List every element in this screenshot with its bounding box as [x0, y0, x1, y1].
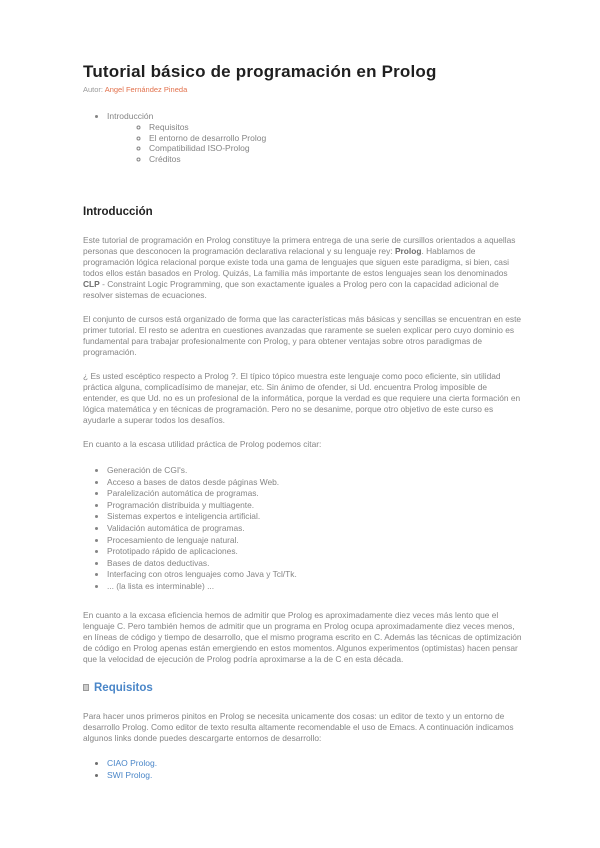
intro-p1-text-a: Este tutorial de programación en Prolog constituye la primera entrega de una serie de cursillos orientados a aquellas personas que desconocen la programación declarativa relacional y su lenguaje rey:: [83, 235, 516, 257]
toc-item-introduccion[interactable]: [107, 111, 522, 164]
list-item: • Prototipado rápido de aplicaciones.: [107, 546, 527, 558]
list-item: • Bases de datos deductivas.: [107, 558, 527, 570]
list-item: • Generación de CGI's.: [107, 465, 527, 477]
author-link[interactable]: Angel Fernández Pineda: [104, 85, 188, 94]
intro-p1-text-c: - Constraint Logic Programming, que son exactamente iguales a Prolog pero con la capacidad adicional de resolver sistemas de ecuaciones.: [83, 279, 499, 301]
swi-prolog-link[interactable]: SWI Prolog.: [107, 769, 153, 780]
list-item: • Validación automática de programas.: [107, 523, 527, 535]
intro-paragraph-5: En cuanto a la excasa eficiencia hemos de admitir que Prolog es aproximadamente diez veces más lento que el lenguaje C. Pero también hemos de admitir que un programa en Prolog ocupa aproximadamente diez veces menos, en líneas de código y tiempo de desarrollo, que el mismo programa escrito en C. Además las técnicas de optimización de código en Prolog apenas están emergiendo en estos momentos. Algunos experimentos (optimistas) hacen pensar que la velocidad de ejecución de Prolog podría aproximarse a la de C en esta década.: [83, 609, 522, 664]
list-item: • Interfacing con otros lenguajes como Java y Tcl/Tk.: [107, 569, 527, 581]
intro-paragraph-1: [83, 235, 524, 301]
author-label: Autor:: [83, 85, 104, 94]
toc-subitem-compatibilidad[interactable]: [149, 143, 522, 153]
toc-link-introduccion[interactable]: Introducción: [107, 111, 154, 121]
anchor-icon: [83, 684, 89, 691]
list-item: • ... (la lista es interminable) ...: [107, 581, 527, 593]
list-item: • Paralelización automática de programas.: [107, 488, 527, 500]
section-heading-requisitos: [83, 682, 522, 694]
requisitos-paragraph-1: Para hacer unos primeros pinitos en Prolog se necesita unicamente dos cosas: un editor de texto y un entorno de desarrollo Prolog. Como editor de texto resulta altamente recomendable el uso de Emacs. A continuación indicamos algunos links donde puedes descargarte entornos de desarrollo:: [83, 710, 514, 743]
page-title: Tutorial básico de programación en Prolog: [83, 62, 437, 81]
intro-p1-bold-prolog: Prolog: [394, 246, 422, 257]
prolog-uses-list: [83, 465, 527, 593]
toc-subitem-creditos[interactable]: [149, 154, 522, 164]
list-item: • Procesamiento de lenguaje natural.: [107, 535, 527, 547]
intro-p1-bold-clp: CLP: [83, 279, 100, 290]
uses-lead-paragraph: En cuanto a la escasa utilidad práctica de Prolog podemos citar:: [83, 439, 322, 450]
author-line: [83, 85, 522, 94]
toc-subitem-entorno[interactable]: [149, 133, 522, 143]
list-item: [107, 769, 522, 781]
intro-paragraph-2: El conjunto de cursos está organizado de forma que las características más básicas y sencillas se encuentran en este primer tutorial. El resto se adentra en cuestiones avanzadas que raramente se suelen explicar pero cuyo dominio es fundamental para trabajar profesionalmente con Prolog, y para obtener ventajas sobre otros paradigmas de programación.: [83, 314, 522, 358]
section-heading-introduccion: Introducción: [83, 206, 153, 219]
toc-subitem-requisitos[interactable]: [149, 122, 522, 132]
intro-paragraph-3: ¿ Es usted escéptico respecto a Prolog ?. El típico tópico muestra este lenguaje como poco eficiente, sin utilidad práctica alguna, complicadísimo de manejar, etc. Sin ánimo de ofender, si Ud. encuentra Prolog imposible de entender, es que Ud. no es un profesional de la informática, porque la verdad es que requiere una cierta formación en lógica matemática y en técnicas de programación. Pero no se desanime, porque otro objetivo de este curso es ayudarle a superar todos los desafíos.: [83, 371, 521, 426]
requisitos-heading-link[interactable]: Requisitos: [94, 681, 153, 694]
list-item: • Programación distribuida y multiagente.: [107, 500, 527, 512]
list-item: [107, 757, 522, 769]
intro-p1-text-b: . Hablamos de programación lógica relacional porque existe toda una gama de lenguajes que siguen este paradigma, si bien, casi todos ellos están basados en Prolog. Quizás, La familia más importante de estos lenguajes sean los denominados: [83, 246, 510, 279]
table-of-contents: [83, 111, 522, 164]
list-item: • Acceso a bases de datos desde páginas Web.: [107, 477, 527, 489]
toc-link-requisitos[interactable]: Requisitos: [149, 122, 189, 133]
ciao-prolog-link[interactable]: CIAO Prolog.: [107, 757, 158, 768]
download-links-list: [83, 757, 522, 781]
toc-link-creditos[interactable]: Créditos: [149, 153, 181, 164]
list-item: • Sistemas expertos e inteligencia artificial.: [107, 511, 527, 523]
toc-link-compatibilidad[interactable]: Compatibilidad ISO-Prolog: [149, 143, 250, 154]
toc-link-entorno[interactable]: El entorno de desarrollo Prolog: [149, 132, 267, 143]
